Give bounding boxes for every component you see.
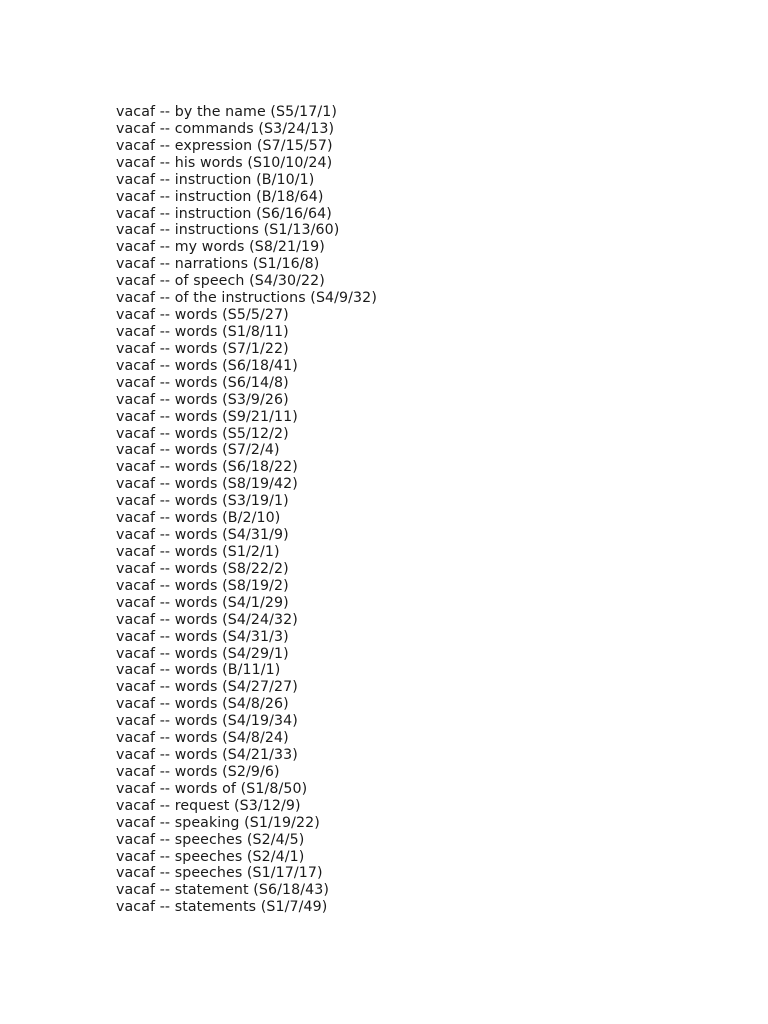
list-item: vacaf -- commands (S3/24/13) — [116, 120, 335, 137]
list-item: vacaf -- words (S4/8/26) — [116, 696, 289, 713]
list-item: vacaf -- words (S8/19/2) — [116, 577, 289, 594]
list-item: vacaf -- words (S4/21/33) — [116, 747, 298, 764]
list-item: vacaf -- words (S4/24/32) — [116, 611, 298, 628]
list-item: vacaf -- speeches (S2/4/5) — [116, 831, 305, 848]
list-item: vacaf -- of the instructions (S4/9/32) — [116, 290, 377, 307]
list-item: vacaf -- words (S1/2/1) — [116, 543, 280, 560]
list-item: vacaf -- his words (S10/10/24) — [116, 154, 333, 171]
list-item: vacaf -- words of (S1/8/50) — [116, 780, 308, 797]
list-item: vacaf -- speeches (S2/4/1) — [116, 848, 305, 865]
list-item: vacaf -- words (S3/19/1) — [116, 493, 289, 510]
list-item: vacaf -- words (B/11/1) — [116, 662, 281, 679]
list-item: vacaf -- words (S6/14/8) — [116, 374, 289, 391]
list-item: vacaf -- instructions (S1/13/60) — [116, 222, 340, 239]
list-item: vacaf -- narrations (S1/16/8) — [116, 256, 320, 273]
list-item: vacaf -- words (S7/2/4) — [116, 442, 280, 459]
list-item: vacaf -- words (S2/9/6) — [116, 763, 280, 780]
list-item: vacaf -- statement (S6/18/43) — [116, 882, 330, 899]
list-item: vacaf -- words (S4/29/1) — [116, 645, 289, 662]
entry-list — [116, 104, 377, 916]
list-item: vacaf -- words (S6/18/41) — [116, 357, 298, 374]
list-item: vacaf -- my words (S8/21/19) — [116, 239, 325, 256]
list-item: vacaf -- of speech (S4/30/22) — [116, 273, 325, 290]
list-item: vacaf -- words (S5/5/27) — [116, 307, 289, 324]
list-item: vacaf -- words (S4/19/34) — [116, 713, 298, 730]
list-item: vacaf -- words (S7/1/22) — [116, 340, 289, 357]
list-item: vacaf -- words (S6/18/22) — [116, 459, 298, 476]
list-item: vacaf -- expression (S7/15/57) — [116, 137, 333, 154]
list-item: vacaf -- by the name (S5/17/1) — [116, 104, 338, 120]
list-item: vacaf -- instruction (S6/16/64) — [116, 205, 332, 222]
list-item: vacaf -- instruction (B/18/64) — [116, 188, 324, 205]
list-item: vacaf -- words (S3/9/26) — [116, 391, 289, 408]
list-item: vacaf -- words (S5/12/2) — [116, 425, 289, 442]
list-item: vacaf -- words (S9/21/11) — [116, 408, 298, 425]
list-item: vacaf -- words (S8/22/2) — [116, 560, 289, 577]
list-item: vacaf -- words (S4/8/24) — [116, 730, 289, 747]
list-item: vacaf -- words (S4/27/27) — [116, 679, 298, 696]
list-item: vacaf -- words (S8/19/42) — [116, 476, 298, 493]
list-item: vacaf -- statements (S1/7/49) — [116, 899, 328, 916]
list-item: vacaf -- words (S4/31/3) — [116, 628, 289, 645]
list-item: vacaf -- words (B/2/10) — [116, 510, 281, 527]
list-item: vacaf -- request (S3/12/9) — [116, 797, 301, 814]
list-item: vacaf -- speeches (S1/17/17) — [116, 865, 323, 882]
list-item: vacaf -- words (S1/8/11) — [116, 323, 289, 340]
list-item: vacaf -- words (S4/31/9) — [116, 527, 289, 544]
list-item: vacaf -- words (S4/1/29) — [116, 594, 289, 611]
list-item: vacaf -- instruction (B/10/1) — [116, 171, 315, 188]
list-item: vacaf -- speaking (S1/19/22) — [116, 814, 320, 831]
